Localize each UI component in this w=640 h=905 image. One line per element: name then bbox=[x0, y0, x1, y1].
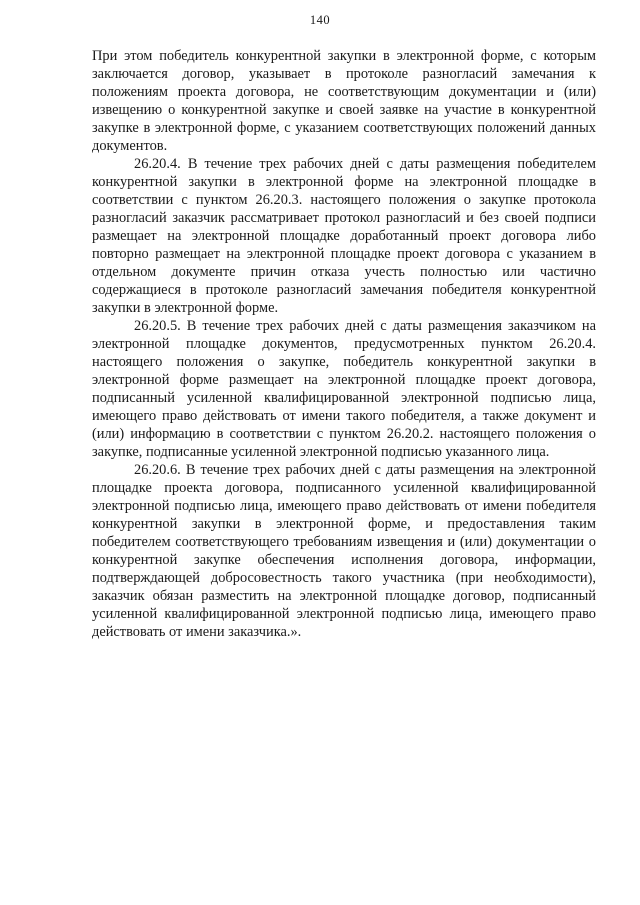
paragraph-continuation: При этом победитель конкурентной закупки в электронной форме, с которым заключается договор, указывает в протоколе разногласий замечания к положениям проекта договора, не соответствующим документации и (или) извещению о конкурентной закупке и своей заявке на участие в конкурентной закупке в электронной форме, с указанием соответствующих положений данных документов. bbox=[92, 48, 596, 154]
document-body bbox=[92, 47, 596, 641]
paragraph-26-20-6: 26.20.6. В течение трех рабочих дней с даты размещения на электронной площадке проекта договора, подписанного усиленной квалифицированной электронной подписью лица, имеющего право действовать от имени победителя конкурентной закупки в электронной форме, и предоставления таким победителем соответствующего требованиям извещения и (или) документации о конкурентной закупке обеспечения исполнения договора, информации, подтверждающей добросовестность такого участника (при необходимости), заказчик обязан разместить на электронной площадке договор, подписанный усиленной квалифицированной электронной подписью лица, имеющего право действовать от имени заказчика.». bbox=[92, 462, 596, 640]
page-number: 140 bbox=[309, 13, 331, 27]
paragraph-26-20-4: 26.20.4. В течение трех рабочих дней с даты размещения победителем конкурентной закупки в электронной форме на электронной площадке в соответствии с пунктом 26.20.3. настоящего положения о закупке протокола разногласий заказчик рассматривает протокол разногласий и без своей подписи размещает на электронной площадке доработанный проект договора либо повторно размещает на электронной площадке проект договора с указанием в отдельном документе причин отказа учесть полностью или частично содержащиеся в протоколе разногласий замечания победителя конкурентной закупки в электронной форме. bbox=[92, 156, 596, 316]
paragraph-26-20-5: 26.20.5. В течение трех рабочих дней с даты размещения заказчиком на электронной площадке документов, предусмотренных пунктом 26.20.4. настоящего положения о закупке, победитель конкурентной закупки в электронной форме размещает на электронной площадке проект договора, подписанный усиленной квалифицированной электронной подписью лица, имеющего право действовать от имени такого победителя, а также документ и (или) информацию в соответствии с пунктом 26.20.2. настоящего положения о закупке, подписанные усиленной электронной подписью указанного лица. bbox=[92, 318, 596, 460]
